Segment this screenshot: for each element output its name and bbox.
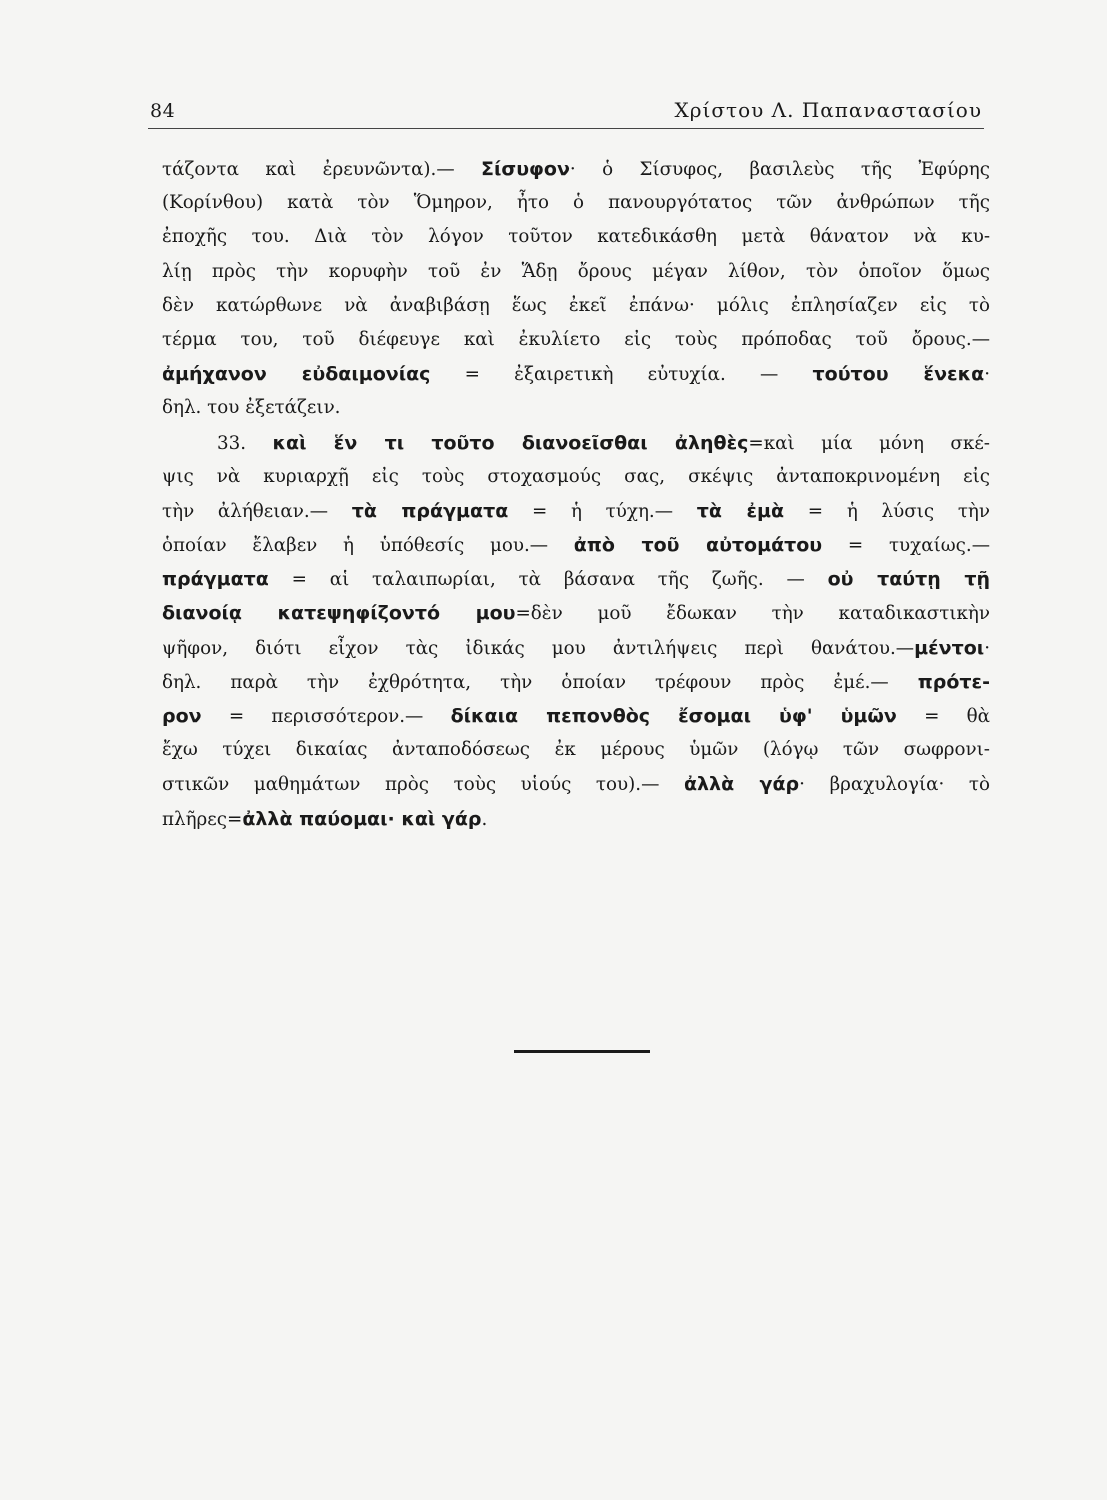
- commentary-text: = θὰ: [896, 706, 990, 727]
- text-line: [162, 767, 990, 801]
- lemma-term: μέντοι: [914, 636, 985, 659]
- lemma-term: ἀλλὰ γάρ: [683, 773, 800, 796]
- text-line: [162, 733, 990, 767]
- commentary-text: = ἡ λύσις τὴν: [784, 500, 990, 522]
- text-line: [162, 494, 990, 528]
- text-line: [162, 596, 990, 630]
- commentary-text: =καὶ μία μόνη σκέ-: [748, 432, 990, 454]
- commentary-text: πλῆρες=: [162, 808, 243, 830]
- text-line: [162, 220, 990, 254]
- text-line: [162, 152, 990, 186]
- commentary-text: = ἐξαιρετικὴ εὐτυχία. —: [430, 364, 813, 386]
- text-line: [162, 289, 990, 323]
- commentary-text: · ὁ Σίσυφος, βασιλεὺς τῆς Ἐφύρης: [569, 159, 990, 180]
- text-line: [162, 391, 990, 425]
- end-rule: [514, 1050, 650, 1053]
- commentary-text: 33.: [217, 432, 273, 454]
- text-line: [162, 802, 990, 836]
- text-line: [162, 460, 990, 494]
- text-line: [162, 426, 990, 460]
- commentary-text: τάζοντα καὶ ἐρευνῶντα).—: [162, 159, 482, 180]
- lemma-term: ἀλλὰ παύομαι· καὶ γάρ: [242, 807, 482, 830]
- text-line: [162, 665, 990, 699]
- page-number: 84: [150, 100, 176, 122]
- commentary-text: = ἡ τύχη.—: [508, 500, 697, 522]
- lemma-term: ἀπὸ τοῦ αὐτομάτου: [573, 534, 823, 557]
- commentary-text: στικῶν μαθημάτων πρὸς τοὺς υἱούς του).—: [162, 774, 684, 796]
- commentary-text: ὁποίαν ἔλαβεν ἡ ὑπόθεσίς μου.—: [162, 535, 574, 557]
- commentary-text: δηλ. του ἐξετάζειν.: [162, 397, 341, 419]
- lemma-term: διανοίᾳ κατεψηφίζοντό μου: [162, 602, 516, 625]
- text-line: [162, 255, 990, 289]
- lemma-term: ἀμήχανον εὐδαιμονίας: [162, 363, 431, 386]
- text-line: [162, 631, 990, 665]
- commentary-text: τέρμα του, τοῦ διέφευγε καὶ ἐκυλίετο εἰς τοὺς πρόποδας τοῦ ὄρους.—: [162, 328, 990, 350]
- text-line: [162, 323, 990, 357]
- commentary-text: ἔχω τύχει δικαίας ἀνταποδόσεως ἐκ μέρους ὑμῶν (λόγῳ τῶν σωφρονι-: [162, 739, 990, 761]
- commentary-text: .: [481, 808, 488, 830]
- lemma-term: τὰ πράγματα: [351, 499, 509, 522]
- commentary-text: δηλ. παρὰ τὴν ἐχθρότητα, τὴν ὁποίαν τρέφουν πρὸς ἐμέ.—: [162, 671, 918, 693]
- text-line: [162, 699, 990, 733]
- commentary-text: ·: [984, 637, 990, 659]
- commentary-text: · βραχυλογία· τὸ: [799, 774, 990, 796]
- commentary-text: ·: [984, 364, 990, 386]
- text-line: [162, 562, 990, 596]
- text-line: [162, 357, 990, 391]
- running-head: Χρίστου Λ. Παπαναστασίου: [674, 98, 982, 122]
- lemma-term: τούτου ἕνεκα: [812, 363, 985, 386]
- body-text: [162, 152, 990, 836]
- lemma-term: Σίσυφον: [481, 158, 570, 180]
- commentary-text: δὲν κατώρθωνε νὰ ἀναβιβάσῃ ἕως ἐκεῖ ἐπάνω· μόλις ἐπλησίαζεν εἰς τὸ: [162, 294, 990, 316]
- lemma-term: πράγματα: [162, 568, 269, 591]
- page-header: [150, 96, 984, 128]
- lemma-term: καὶ ἕν τι τοῦτο διανοεῖσθαι ἀληθὲς: [272, 431, 749, 454]
- lemma-term: πρότε-: [917, 670, 990, 693]
- commentary-text: ἐποχῆς του. Διὰ τὸν λόγον τοῦτον κατεδικάσθη μετὰ θάνατον νὰ κυ-: [162, 226, 990, 248]
- commentary-text: ψις νὰ κυριαρχῇ εἰς τοὺς στοχασμούς σας, σκέψις ἀνταποκρινομένη εἰς: [162, 465, 990, 487]
- lemma-term: δίκαια πεπονθὸς ἔσομαι ὑφ' ὑμῶν: [450, 705, 897, 727]
- commentary-text: ψῆφον, διότι εἶχον τὰς ἰδικάς μου ἀντιλήψεις περὶ θανάτου.—: [162, 637, 915, 659]
- commentary-text: = τυχαίως.—: [822, 535, 990, 557]
- commentary-text: (Κορίνθου) κατὰ τὸν Ὅμηρον, ἦτο ὁ πανουργότατος τῶν ἀνθρώπων τῆς: [162, 192, 990, 214]
- text-line: [162, 528, 990, 562]
- text-line: [162, 186, 990, 220]
- commentary-text: τὴν ἀλήθειαν.—: [162, 500, 352, 522]
- lemma-term: οὐ ταύτῃ τῇ: [827, 568, 990, 591]
- lemma-term: τὰ ἐμὰ: [696, 499, 785, 522]
- lemma-term: ρον: [162, 705, 202, 727]
- commentary-text: λίῃ πρὸς τὴν κορυφὴν τοῦ ἐν Ἅδῃ ὄρους μέγαν λίθον, τὸν ὁποῖον ὅμως: [162, 260, 990, 282]
- commentary-text: = περισσότερον.—: [201, 706, 451, 727]
- commentary-text: = αἱ ταλαιπωρίαι, τὰ βάσανα τῆς ζωῆς. —: [268, 569, 828, 591]
- header-rule: [148, 128, 984, 129]
- commentary-text: =δὲν μοῦ ἔδωκαν τὴν καταδικαστικὴν: [515, 603, 990, 625]
